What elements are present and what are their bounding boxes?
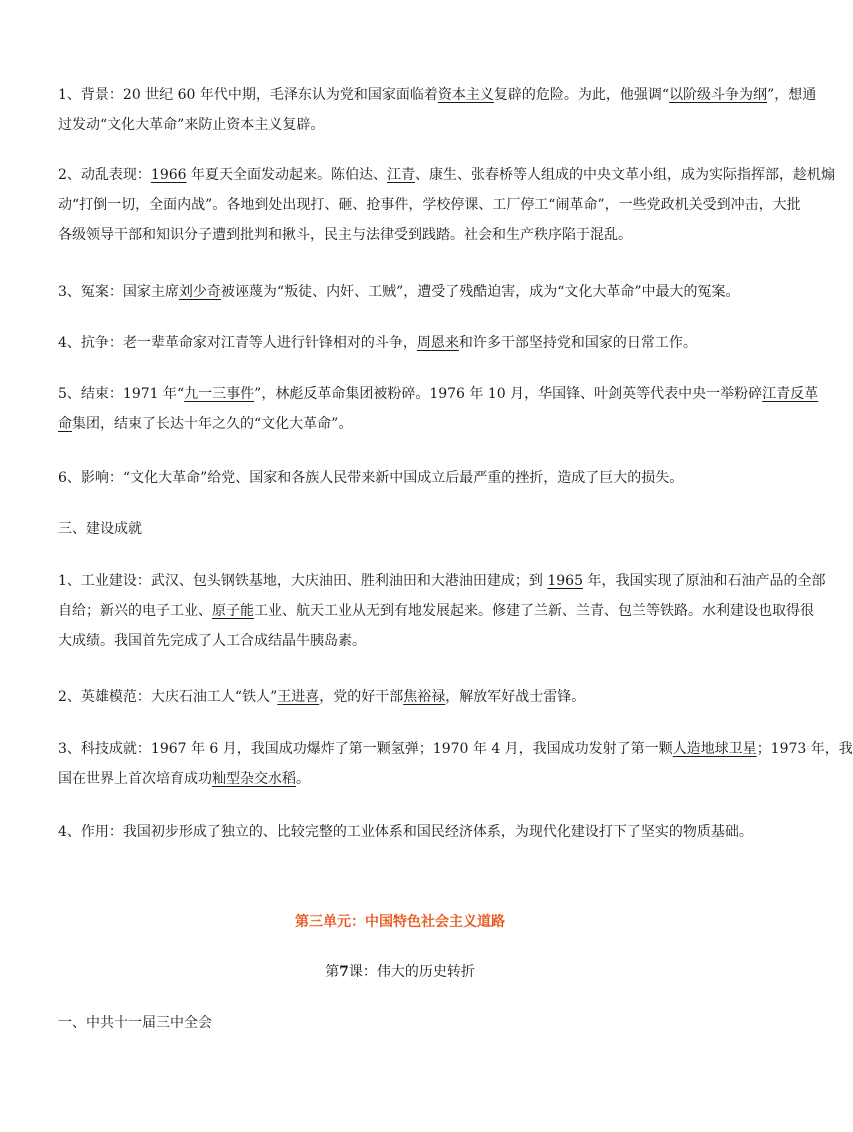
paragraph-line xyxy=(58,596,814,626)
underlined-term: 1965 xyxy=(547,573,583,589)
paragraph-line xyxy=(58,409,748,439)
text-run: 复辟的危险。为此，他强调“ xyxy=(493,87,670,103)
text-run: 动“打倒一切，全面内战”。各地到处出现打、砸、抢事件，学校停课、工厂停工“闹革命”，一些党政机关受到冲击，大批 xyxy=(58,197,801,213)
text-run: 6、影响：“文化大革命”给党、国家和各族人民带来新中国成立后最严重的挫折，造成了巨大的损失。 xyxy=(58,470,684,486)
text-run: 国在世界上首次培育成功 xyxy=(58,771,212,787)
text-run: ”，想通 xyxy=(767,87,817,103)
paragraph-resistance xyxy=(58,328,748,358)
paragraph-line xyxy=(58,463,748,493)
underlined-term: 籼型杂交水稻 xyxy=(212,771,296,787)
paragraph-line xyxy=(58,160,836,190)
paragraph-line xyxy=(58,80,817,110)
text-run: 3、科技成就：1967 年 6 月，我国成功爆炸了第一颗氢弹；1970 年 4 月，我国成功发射了第一颗 xyxy=(58,741,673,757)
paragraph-line xyxy=(58,379,819,409)
underlined-term: 江青 xyxy=(387,167,416,183)
paragraph-industry xyxy=(58,566,826,656)
text-run: ；1973 年，我 xyxy=(756,741,853,757)
paragraph-impact xyxy=(58,463,748,493)
text-run: 2、英雄模范：大庆石油工人“铁人” xyxy=(58,689,278,705)
text-run: ，解放军好战士雷锋。 xyxy=(445,689,586,705)
paragraph-line xyxy=(58,277,748,307)
underlined-term: 人造地球卫星 xyxy=(672,741,757,757)
paragraph-ending xyxy=(58,379,819,439)
text-run: 1、背景：20 世纪 60 年代中期，毛泽东认为党和国家面临着 xyxy=(58,87,438,103)
text-run: 年夏天全面发动起来。陈伯达、 xyxy=(186,167,388,183)
underlined-term: 江青反革 xyxy=(762,386,819,402)
paragraph-line xyxy=(58,626,748,656)
underlined-term: 原子能 xyxy=(212,603,254,619)
paragraph-line xyxy=(58,566,826,596)
unit-title: 第三单元：中国特色社会主义道路 xyxy=(295,914,505,930)
underlined-term: 以阶级斗争为纲 xyxy=(669,87,768,103)
paragraph-line xyxy=(58,190,801,220)
paragraph-line xyxy=(58,734,853,764)
text-run: 工业、航天工业从无到有地发展起来。修建了兰新、兰青、包兰等铁路。水利建设也取得很 xyxy=(254,603,814,619)
underlined-term: 王进喜 xyxy=(277,689,320,705)
paragraph-injustice xyxy=(58,277,748,307)
text-run: 5、结束：1971 年“ xyxy=(58,386,185,402)
lesson-title xyxy=(0,962,800,982)
lesson-number: 7 xyxy=(339,964,349,980)
underlined-term: 1966 xyxy=(150,167,187,183)
text-run: ，党的好干部 xyxy=(319,689,404,705)
paragraph-line xyxy=(58,220,748,250)
paragraph-line xyxy=(58,110,748,140)
paragraph-line xyxy=(58,682,748,712)
paragraph-heroes xyxy=(58,682,748,712)
underlined-term: 刘少奇 xyxy=(178,284,221,300)
lesson-title-suffix: 课：伟大的历史转折 xyxy=(348,964,475,980)
text-run: 各级领导干部和知识分子遭到批判和揪斗，民主与法律受到践踏。社会和生产秩序陷于混乱。 xyxy=(58,227,632,243)
text-run: 3、冤案：国家主席 xyxy=(58,284,179,300)
lesson-title-prefix: 第 xyxy=(325,964,340,980)
text-run: 自给；新兴的电子工业、 xyxy=(58,603,212,619)
text-run: ”，林彪反革命集团被粉碎。1976 年 10 月，华国锋、叶剑英等代表中央一举粉碎 xyxy=(254,386,763,402)
paragraph-effect xyxy=(58,817,753,847)
text-run: 。 xyxy=(296,771,310,787)
paragraph-turmoil xyxy=(58,160,836,250)
section-heading-plenum: 一、中共十一届三中全会 xyxy=(58,1015,212,1031)
underlined-term: 焦裕禄 xyxy=(403,689,446,705)
text-run: 4、抗争：老一辈革命家对江青等人进行针锋相对的斗争， xyxy=(58,335,417,351)
text-run: 、康生、张春桥等人组成的中央文革小组，成为实际指挥部，趁机煽 xyxy=(415,167,836,183)
paragraph-line xyxy=(58,817,753,847)
underlined-term: 命 xyxy=(58,416,72,432)
paragraph-background xyxy=(58,80,817,140)
paragraph-technology xyxy=(58,734,853,794)
text-run: 过发动“文化大革命”来防止资本主义复辟。 xyxy=(58,117,325,133)
paragraph-line xyxy=(58,764,748,794)
text-run: 4、作用：我国初步形成了独立的、比较完整的工业体系和国民经济体系，为现代化建设打下了坚实的物质基础。 xyxy=(58,824,753,840)
text-run: 2、动乱表现： xyxy=(58,167,151,183)
paragraph-line xyxy=(58,328,748,358)
text-run: 集团，结束了长达十年之久的“文化大革命”。 xyxy=(72,416,353,432)
text-run: 被诬蔑为“叛徒、内奸、工贼”，遭受了残酷迫害，成为“文化大革命”中最大的冤案。 xyxy=(220,284,740,300)
text-run: 年，我国实现了原油和石油产品的全部 xyxy=(583,573,826,589)
text-run: 和许多干部坚持党和国家的日常工作。 xyxy=(458,335,697,351)
underlined-term: 九一三事件 xyxy=(184,386,255,402)
underlined-term: 周恩来 xyxy=(416,335,459,351)
section-heading-construction: 三、建设成就 xyxy=(58,521,142,537)
text-run: 1、工业建设：武汉、包头钢铁基地，大庆油田、胜利油田和大港油田建成；到 xyxy=(58,573,548,589)
underlined-term: 资本主义 xyxy=(437,87,494,103)
text-run: 大成绩。我国首先完成了人工合成结晶牛胰岛素。 xyxy=(58,633,366,649)
